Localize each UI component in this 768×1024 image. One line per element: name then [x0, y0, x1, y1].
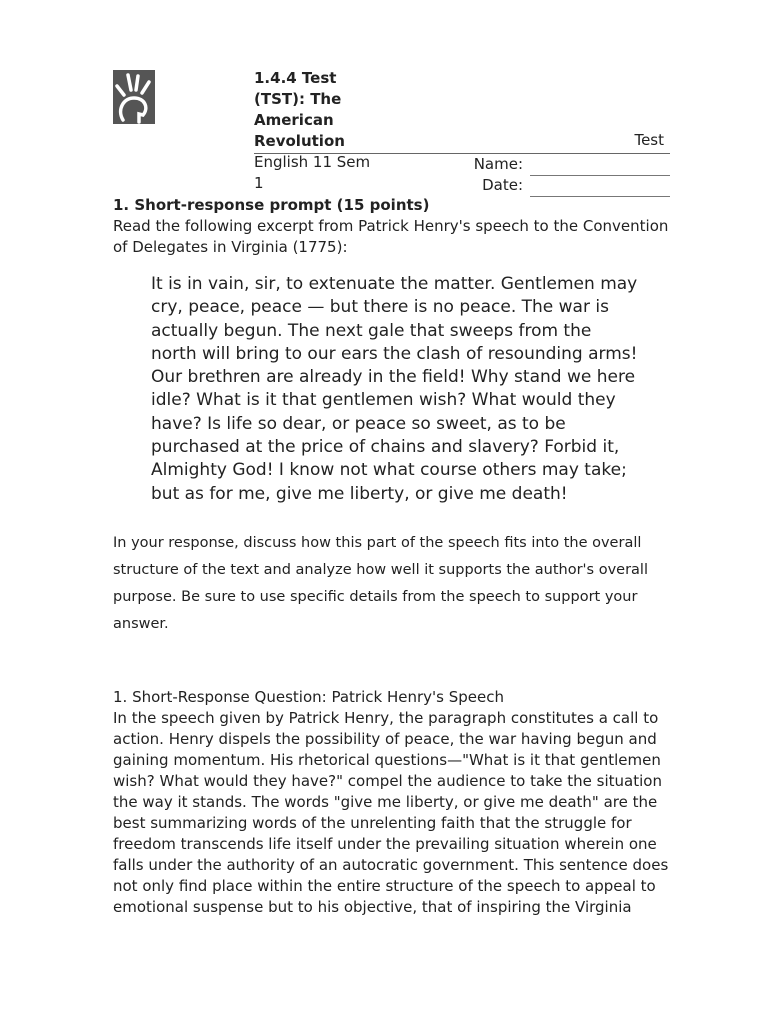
test-title: 1.4.4 Test (TST): The American Revolution — [254, 69, 345, 150]
name-label: Name: — [473, 155, 523, 173]
test-type-label: Test — [634, 131, 664, 149]
student-answer: 1. Short-Response Question: Patrick Henry's Speech In the speech given by Patrick Henry, the paragraph constitutes a call to action. Henry dispels the possibility of peace, the war having begun and gaining momentum. His rhetorical questions—"What is it that gentlemen wish? What would they have?" compel the audience to take the situation the way it stands. The words "give me liberty, or give me death" are the best summarizing words of the unrelenting faith that the struggle for freedom transcends life itself under the prevailing situation wherein one falls under the authority of an autocratic government. This sentence does not only find place within the entire structure of the speech to appeal to emotional suspense but to his objective, that of inspiring the Virginia — [113, 688, 669, 916]
name-field[interactable] — [530, 175, 670, 176]
question-heading: 1. Short-response prompt (15 points) — [113, 196, 430, 214]
date-field[interactable] — [530, 196, 670, 197]
logo-icon — [113, 70, 155, 124]
question-intro: Read the following excerpt from Patrick Henry's speech to the Convention of Delegates in Virginia (1775): — [113, 217, 669, 256]
course-name: English 11 Sem 1 — [254, 153, 371, 192]
response-prompt: In your response, discuss how this part of the speech fits into the overall structure of the text and analyze how well it supports the author's overall purpose. Be sure to use specific details from the speech to support your answer. — [113, 535, 648, 632]
speech-excerpt: It is in vain, sir, to extenuate the matter. Gentlemen may cry, peace, peace — but there is no peace. The war is actually begun. The next gale that sweeps from the north will bring to our ears the clash of resounding arms! Our brethren are already in the field! Why stand we here idle? What is it that gentlemen wish? What would they have? Is life so dear, or peace so sweet, as to be purchased at the price of chains and slavery? Forbid it, Almighty God! I know not what course others may take; but as for me, give me liberty, or give me death! — [151, 274, 638, 504]
date-label: Date: — [482, 176, 523, 194]
